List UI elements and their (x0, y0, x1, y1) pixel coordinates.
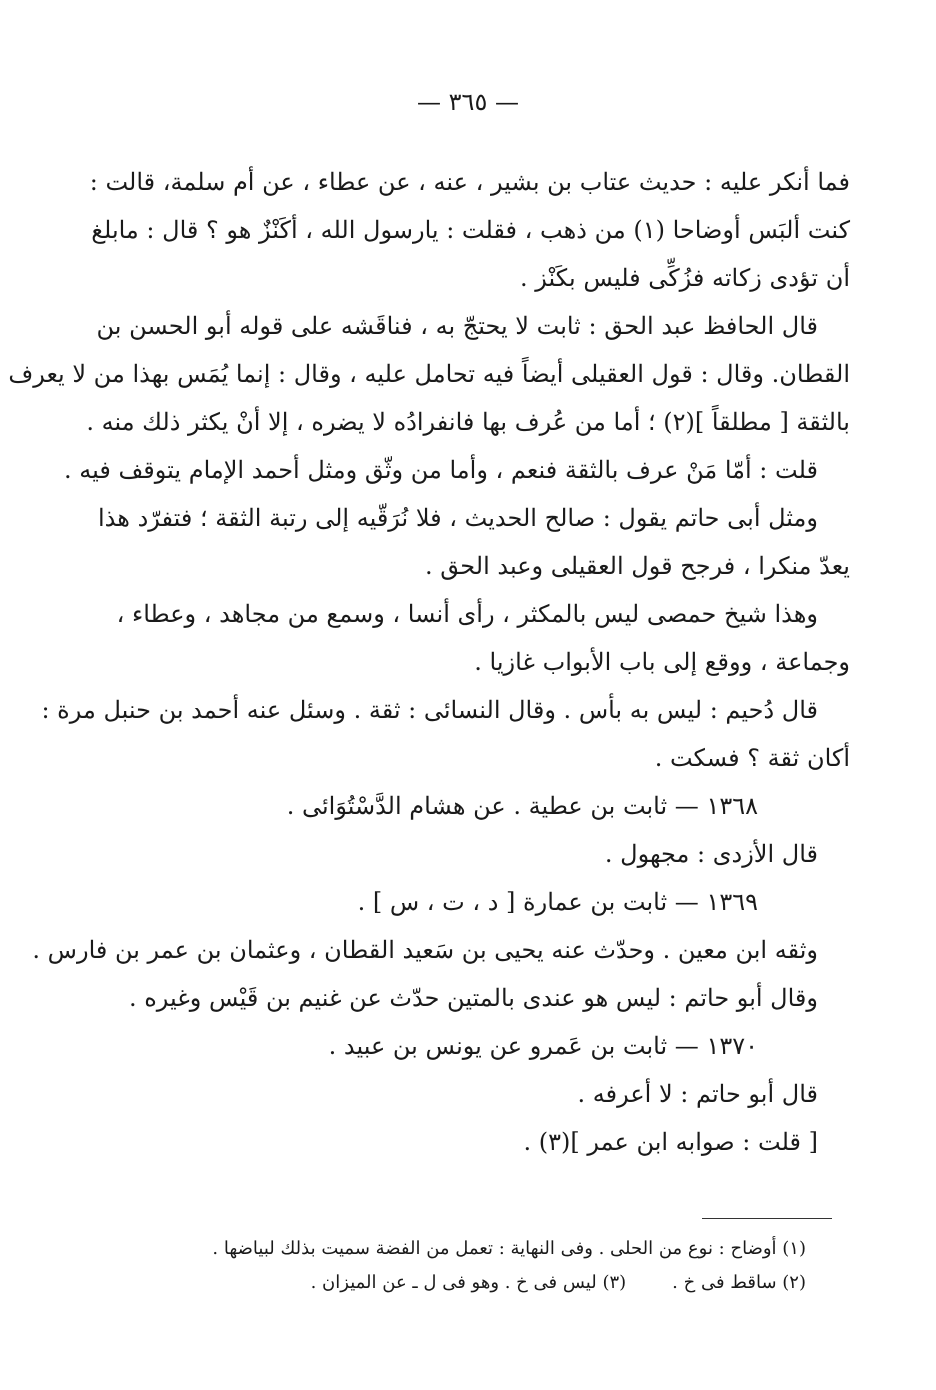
text-line: قال أبو حاتم : لا أعرفه . (577, 1080, 818, 1108)
text-line: ١٣٦٨ — ثابت بن عطية . عن هشام الدَّسْتُوَائى . (286, 792, 758, 820)
text-line: ١٣٧٠ — ثابت بن عَمرو عن يونس بن عبيد . (328, 1032, 758, 1060)
text-line: كنت ألبَس أوضاحا (١) من ذهب ، فقلت : يارسول الله ، أكَنْزٌ هو ؟ قال : مابلغ (91, 216, 850, 244)
text-line: فما أنكر عليه : حديث عتاب بن بشير ، عنه ، عن عطاء ، عن أم سلمة، قالت : (89, 168, 850, 196)
text-line: ومثل أبى حاتم يقول : صالح الحديث ، فلا نُرَقّيه إلى رتبة الثقة ؛ فتفرّد هذا (98, 504, 818, 532)
text-line: بالثقة [ مطلقاً ](٢) ؛ أما من عُرف بها فانفرادُه لا يضره ، إلا أنْ يكثر ذلك منه . (86, 408, 850, 436)
text-line: يعدّ منكرا ، فرجح قول العقيلى وعبد الحق . (424, 552, 850, 580)
text-line: قال الأزدى : مجهول . (604, 840, 818, 868)
text-line: ١٣٦٩ — ثابت بن عمارة [ د ، ت ، س ] . (357, 888, 758, 916)
footnote-3: (٣) ليس فى خ . وهو فى ل ـ عن الميزان . (310, 1272, 627, 1293)
text-line: قال دُحيم : ليس به بأس . وقال النسائى : ثقة . وسئل عنه أحمد بن حنبل مرة : (41, 696, 818, 724)
footnote-separator (702, 1218, 832, 1219)
footnotes (186, 1232, 806, 1300)
text-line: وجماعة ، ووقع إلى باب الأبواب غازيا . (474, 648, 850, 676)
text-line: أن تؤدى زكاته فزُكِّى فليس بكَنْز . (520, 264, 850, 292)
text-line: القطان. وقال : قول العقيلى أيضاً فيه تحامل عليه ، وقال : إنما يُمَس بهذا من لا يعرف (8, 360, 850, 388)
text-line: قلت : أمّا مَنْ عرف بالثقة فنعم ، وأما من وثّق ومثل أحمد الإمام يتوقف فيه . (63, 456, 818, 484)
footnote-row-2 (186, 1266, 806, 1300)
footnote-1: (١) أوضاح : نوع من الحلى . وفى النهاية : تعمل من الفضة سميت بذلك لبياضها . (212, 1238, 806, 1259)
text-line: قال الحافظ عبد الحق : ثابت لا يحتجّ به ، فناقَشه على قوله أبو الحسن بن (96, 312, 818, 340)
page-number: — ٣٦٥ — (417, 88, 519, 116)
text-line: وقال أبو حاتم : ليس هو عندى بالمتين حدّث عن غنيم بن قَيْس وغيره . (128, 984, 818, 1012)
text-line: [ قلت : صوابه ابن عمر ](٣) . (523, 1128, 818, 1156)
footnote-2: (٢) ساقط فى خ . (672, 1272, 806, 1293)
body-text (8, 158, 850, 1166)
text-line: وثقه ابن معين . وحدّث عنه يحيى بن سَعيد القطان ، وعثمان بن عمر بن فارس . (32, 936, 818, 964)
text-line: أكان ثقة ؟ فسكت . (654, 744, 850, 772)
text-line: وهذا شيخ حمصى ليس بالمكثر ، رأى أنسا ، وسمع من مجاهد ، وعطاء ، (116, 600, 818, 628)
